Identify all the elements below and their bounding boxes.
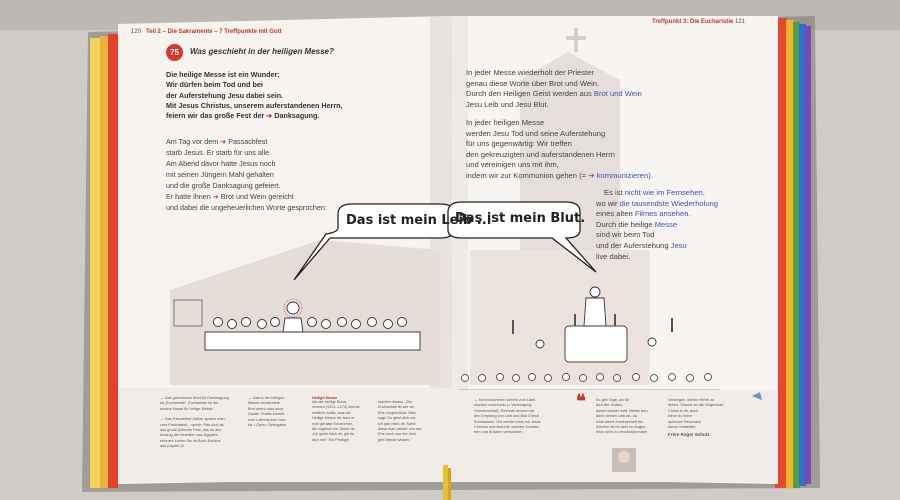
body-text: sind wir beim Tod: [596, 230, 655, 240]
intro-line: Die heilige Messe ist ein Wunder:: [166, 70, 280, 79]
footnote-column: [248, 396, 306, 428]
footnote-column: [474, 398, 560, 436]
footnote-line: Das griechische Wort für Danksagung: [164, 396, 229, 400]
arrow-icon: →: [160, 396, 164, 400]
body-text: indem wir zur Kommunion gehen (=: [466, 170, 587, 180]
right-page-number: 121: [735, 19, 746, 25]
footnote-line: andere Name für heilige Messe.: [160, 406, 214, 411]
arrow-icon: ➔: [266, 111, 273, 121]
intro-line-text: feiern wir das große Fest der: [166, 111, 265, 121]
footnote-line: nischen communio (= Vereinigung,: [474, 403, 533, 408]
footnote-line: tern und Brüdern verbunden.: [474, 430, 523, 435]
footnote-line: Zeichen ist für dein Im Augen-: [596, 425, 647, 430]
footnote-line: tia = Opfer, Opfergabe.: [248, 423, 287, 428]
footnote-line: Christus und sind mit unseren Schwes-: [474, 425, 540, 430]
footnote-column: [160, 396, 238, 450]
body-text: eines alten: [596, 209, 635, 219]
intro-line: [166, 111, 343, 121]
body-line: und dabei die ungeheuerlichen Worte gesprochen:: [166, 203, 327, 212]
body-line: werden Jesu Tod und seine Auferstehung: [466, 128, 606, 138]
footnote-line: → Das in der heiligen: [248, 396, 285, 400]
body-line: für uns gegenwärtig: Wir treffen: [466, 139, 572, 149]
body-text: Am Tag vor dem: [166, 137, 219, 146]
footnote-column: [312, 396, 372, 443]
intro-line: Mit Jesus Christus, unserem auferstandenen Herrn,: [166, 100, 343, 110]
left-running-header: Teil 2 – Die Sakramente – 7 Treffpunkte mit Gott: [146, 29, 282, 35]
arrow-icon: ➔: [220, 137, 227, 146]
footnote-line: dann deinen Leib an, du: [596, 414, 637, 419]
footnote-line: davon feststellst.: [668, 425, 697, 430]
highlight-text: Jesu: [670, 240, 687, 250]
footnote-line: gen Messe wissen.“: [378, 437, 412, 442]
footnote-line: ist „Eucharistie“. Eucharistie ist der: [160, 401, 219, 406]
footnote-line: Hostie. Hostie kommt: [248, 412, 285, 417]
body-text: Er hatte ihnen: [166, 192, 211, 201]
highlight-text: die tausendste Wiederholung: [619, 198, 719, 208]
footnote-line: die zugleich ein Gebet ist:: [312, 427, 356, 432]
highlight-text: Filmes ansehen.: [634, 209, 691, 219]
body-text: Durch den Heiligen Geist werden aus: [466, 89, 592, 99]
footnote-line: Kommunion. Wir werden eins mit Jesus: [474, 419, 541, 424]
body-line: den gekreuzigten und auferstandenen Herrn: [466, 149, 616, 159]
footnote-line: dich mir!“ Ein Prediger: [312, 437, 350, 442]
body-text: Durch die heilige: [596, 219, 655, 229]
footnote-line: Als der heilige Bona-: [312, 400, 348, 404]
footnote-line: → Kommunizieren kommt vom Latei-: [474, 398, 537, 402]
passachfest-link[interactable]: Passachfest: [228, 137, 268, 146]
brot-und-wein-link[interactable]: Brot und Wein: [593, 89, 642, 99]
footnote-line: erinnert. Lesen Sie im Buch Exodus: [160, 438, 221, 443]
body-line: genau diese Worte über Brot und Wein.: [466, 78, 600, 88]
footnote-line: Ehe noch von der heili-: [378, 432, 417, 437]
footnote-line: „Ich gebe mich dir, gib du: [312, 432, 355, 437]
right-running-header: Treffpunkt 3: Die Eucharistie: [652, 19, 734, 25]
brot-und-wein-link[interactable]: Brot und Wein gereicht: [220, 192, 294, 201]
footnote-line: diese man wieder von der: [378, 427, 422, 432]
footnote-column: [668, 398, 744, 437]
footnote-line: blick nicht zu verwirklichenden: [596, 430, 648, 435]
speech-bubble-body: Das ist mein Leib ...: [346, 213, 492, 228]
footnote-line: ichte deine Anwesenheit ein: [596, 419, 644, 424]
footnote-line: Brot nennt man auch: [248, 406, 284, 411]
footnote-line: Es gibt Tage, wo für: [596, 398, 630, 402]
footnote-line: Ehe vergleichbar. Man: [378, 410, 416, 415]
body-text: wo wir: [596, 198, 620, 208]
footnote-line: Eucharistie ist wie ein: [378, 405, 415, 410]
body-line: starb Jesus. Er starb für uns alle.: [166, 148, 272, 157]
quote-mark-icon: ❝: [576, 391, 586, 411]
footnote-line: Heilige Messe ist, fand er: [312, 416, 355, 421]
arrow-icon: →: [160, 417, 164, 422]
highlight-text: Messe: [654, 219, 678, 229]
highlight-text: nicht wie im Fernsehen,: [624, 188, 705, 197]
footnote-line: Christi in dir, auch: [668, 408, 699, 413]
body-text: und der Auferstehung: [596, 240, 671, 250]
footnote-line: eine geniale Kurzformel,: [312, 421, 353, 426]
body-text: live dabei.: [596, 251, 631, 261]
right-paragraph-1: [466, 68, 642, 110]
body-line: mit seinen Jüngern Mahl gehalten: [166, 170, 274, 179]
footnote-line: dich der Gottes-: [596, 403, 624, 408]
footnote-line: machte daraus: „Die: [378, 400, 413, 404]
footnote-line: Das Passahfest (früher sprach man: [164, 417, 225, 422]
footnote-line: Auszug der Israeliten aus Ägypten: [160, 433, 218, 438]
footnote-line: sagt: Du gibst dich mir.: [378, 416, 417, 421]
body-line: und die große Danksagung gefeiert.: [166, 181, 281, 190]
body-line: Am Abend davor hatte Jesus noch: [166, 159, 276, 168]
right-paragraph-3: [596, 188, 718, 262]
footnote-line: lieben. Glaube an die Gegenwart: [668, 403, 724, 408]
intro-paragraph: [166, 70, 343, 121]
footnote-line: Ich gab mich dir. Nahe: [378, 421, 416, 426]
footnote-line: Messe verwendete: [248, 401, 280, 406]
body-line: In jeder Messe wiederholt der Priester: [466, 68, 594, 77]
footnote-line: wenn du keine: [668, 414, 693, 419]
footnote-line: ventura (1221–1274) einmal: [312, 405, 360, 410]
footnote-line: den Empfang von Leib und Blut Christi: [474, 414, 539, 419]
quote-author: Frère Roger Schutz: [668, 432, 710, 438]
body-line: In jeder heiligen Messe: [466, 118, 545, 127]
kommunizieren-link[interactable]: kommunizieren).: [596, 170, 653, 180]
footnote-line: erklären sollte, was die: [312, 410, 351, 415]
footnote-line: Gemeinschaft). Deshalb nennen wir: [474, 408, 535, 413]
footnote-column: [596, 398, 662, 436]
right-paragraph-2: [466, 118, 653, 182]
footnote-line: das Kapitel 12.: [160, 444, 186, 449]
intro-line: der Auferstehung Jesu dabei sein.: [166, 90, 284, 100]
danksagung-link[interactable]: Danksagung.: [274, 111, 320, 121]
intro-line: Wir dürfen beim Tod und bei: [166, 80, 263, 90]
footnote-line: vom Paschafest – sprich: Pas-cha) ist: [160, 422, 224, 427]
footnote-line: vom Lateinischen hos-: [248, 417, 286, 422]
footnote-column: [378, 400, 438, 443]
footnote-line: das große jüdische Fest, das an den: [160, 428, 222, 433]
arrow-icon: ➔: [588, 170, 595, 180]
footnote-line: dienst schwer wird. Bleibe treu:: [596, 408, 649, 413]
body-paragraph: [166, 136, 327, 213]
footnote-line: spürbare Resonanz: [668, 419, 702, 424]
body-text: Es ist: [604, 188, 625, 197]
speech-bubble-blood: Das ist mein Blut.: [455, 211, 586, 226]
body-line: und vereinigen uns mit ihm,: [466, 160, 559, 170]
question-title: Was geschieht in der heiligen Messe?: [190, 47, 334, 56]
body-line: Jesu Leib und Jesu Blut.: [466, 99, 549, 109]
left-page-number: 120: [131, 29, 142, 35]
question-number-badge: 75: [166, 44, 183, 61]
arrow-icon: ➔: [212, 192, 219, 201]
footnote-heading: Heilige Messe: [312, 396, 338, 400]
footnote-line: Verlangen, deinen Herrn zu: [668, 398, 715, 402]
